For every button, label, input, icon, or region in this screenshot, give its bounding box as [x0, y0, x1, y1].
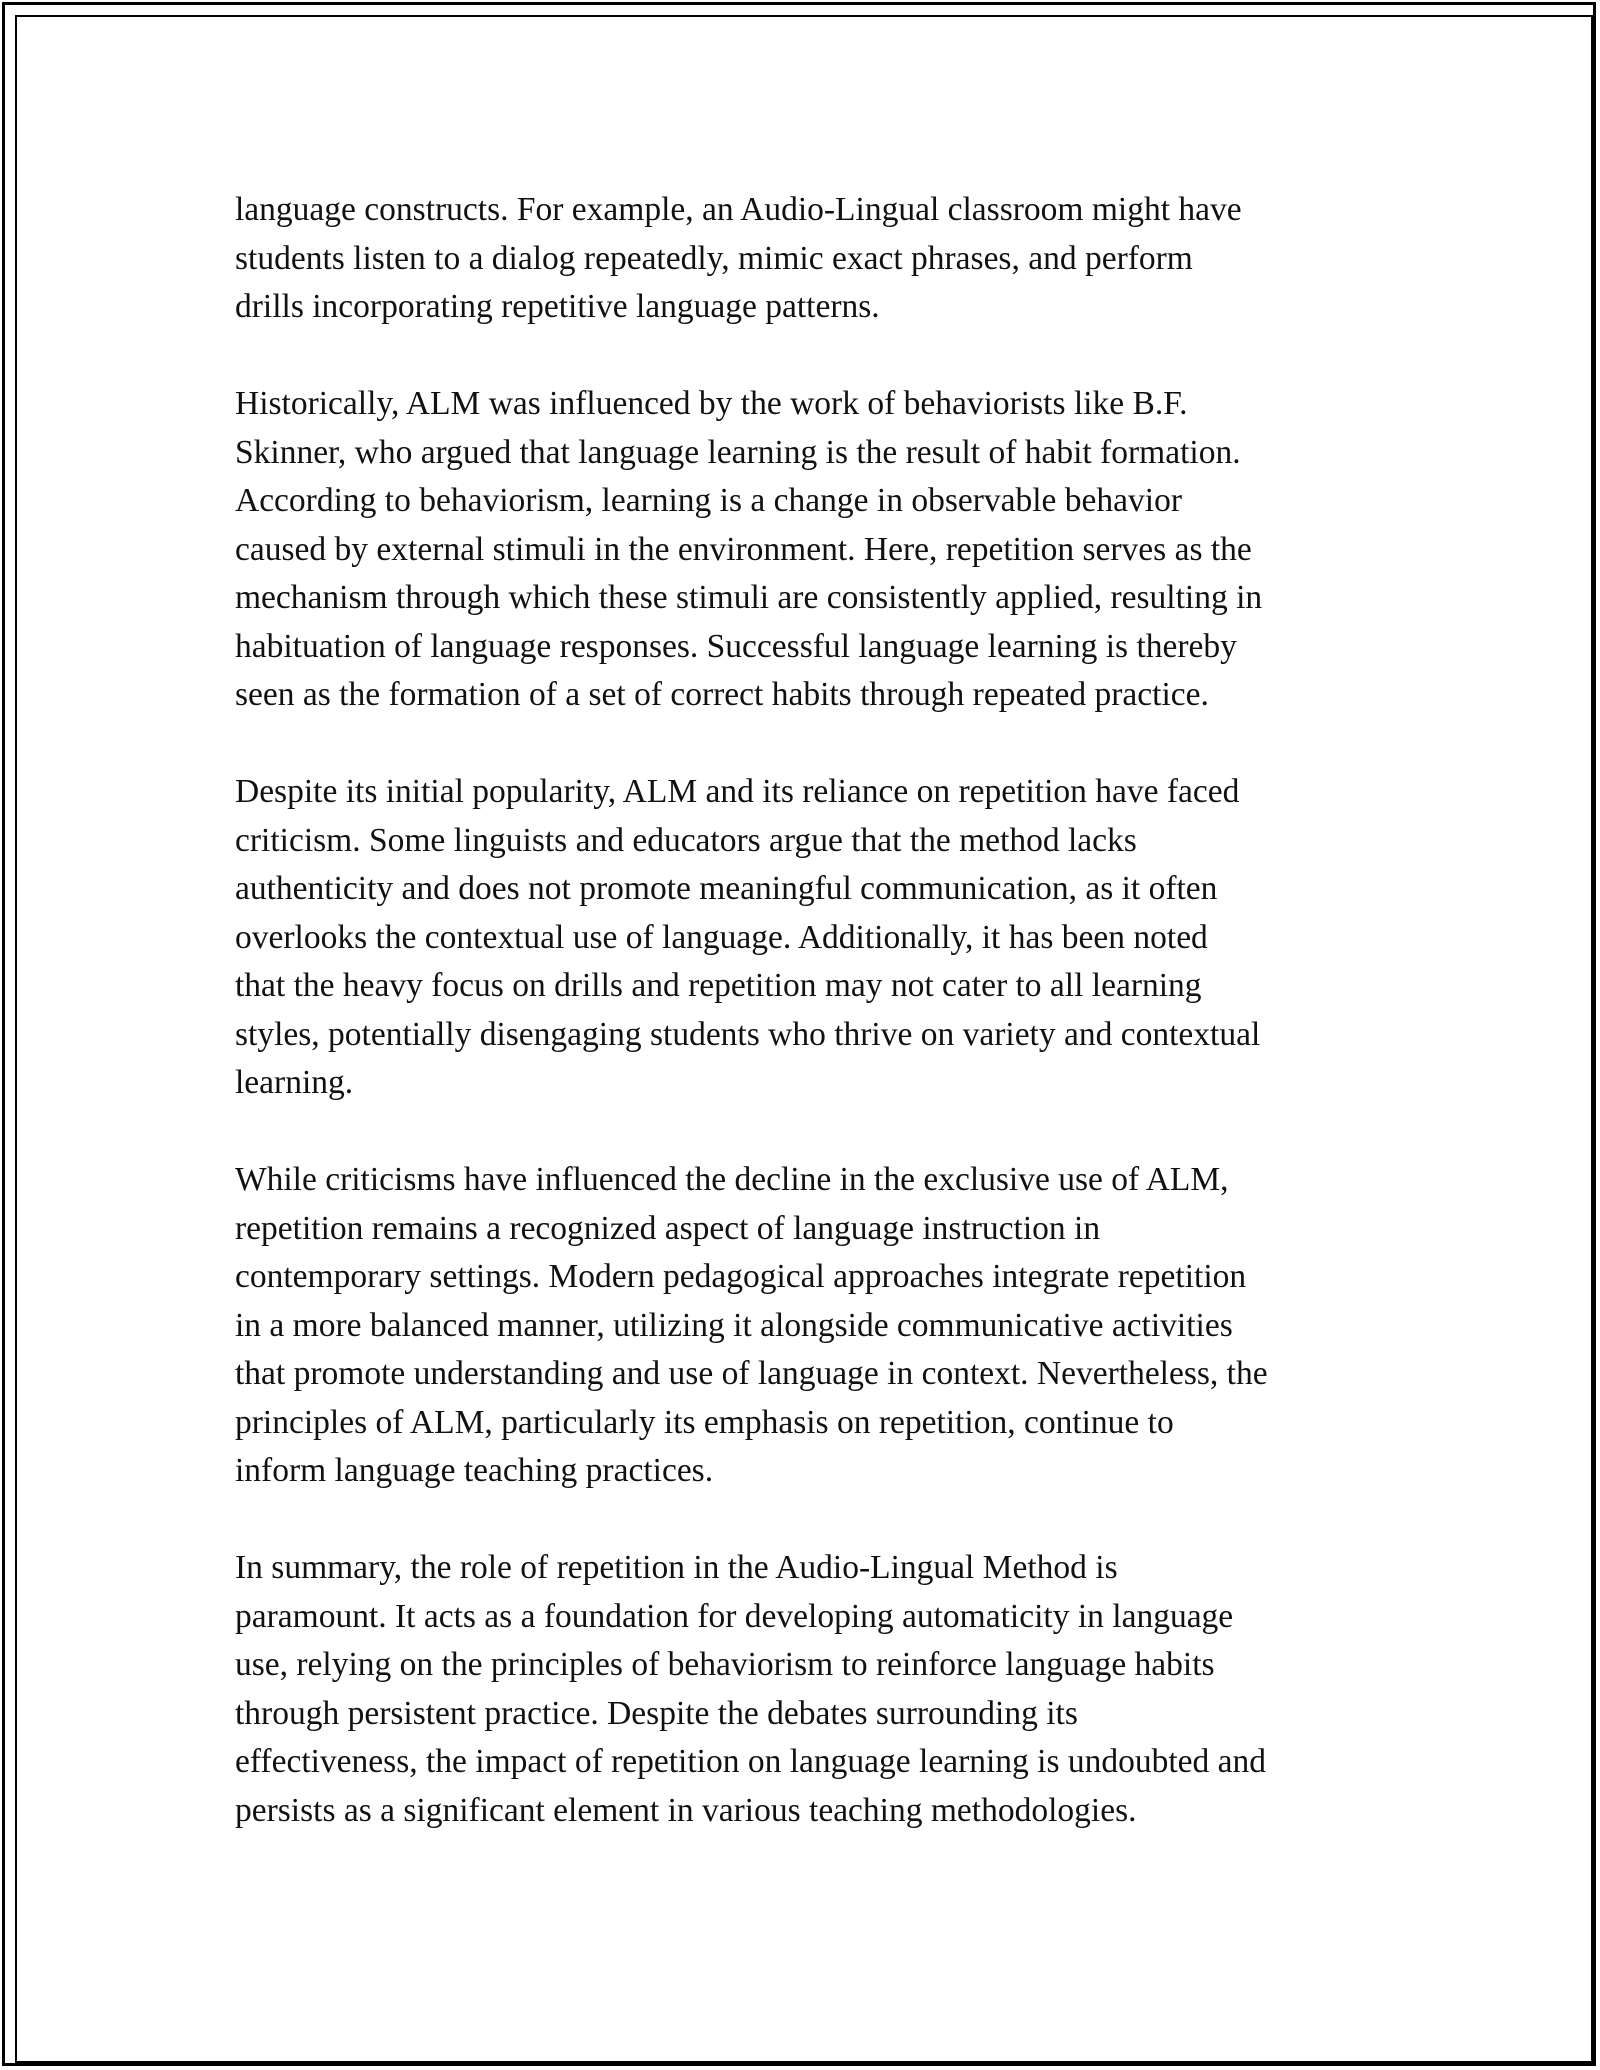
paragraph-4: While criticisms have influenced the decline in the exclusive use of ALM, repetition remains a recognized aspect of language instruction in contemporary settings. Modern pedagogical approaches integrate repetition in a more balanced manner, utilizing it alongside communicative activities that promote understanding and use of language in context. Nevertheless, the principles of ALM, particularly its emphasis on repetition, continue to inform language teaching practices.: [235, 1161, 1268, 1489]
paragraph-2: Historically, ALM was influenced by the work of behaviorists like B.F. Skinner, who argued that language learning is the result of habit formation. According to behaviorism, learning is a change in observable behavior caused by external stimuli in the environment. Here, repetition serves as the mechanism through which these stimuli are consistently applied, resulting in habituation of language responses. Successful language learning is thereby seen as the formation of a set of correct habits through repeated practice.: [235, 385, 1263, 713]
paragraph-1: language constructs. For example, an Audio-Lingual classroom might have students listen to a dialog repeatedly, mimic exact phrases, and perform drills incorporating repetitive language patterns.: [235, 191, 1242, 325]
document-body: [235, 186, 1385, 1884]
paragraph-5: In summary, the role of repetition in the Audio-Lingual Method is paramount. It acts as a foundation for developing automaticity in language use, relying on the principles of behaviorism to reinforce language habits through persistent practice. Despite the debates surrounding its effectiveness, the impact of repetition on language learning is undoubted and persists as a significant element in various teaching methodologies.: [235, 1549, 1267, 1829]
paragraph-3: Despite its initial popularity, ALM and its reliance on repetition have faced criticism. Some linguists and educators argue that the method lacks authenticity and does not promote meaningful communication, as it often overlooks the contextual use of language. Additionally, it has been noted that the heavy focus on drills and repetition may not cater to all learning styles, potentially disengaging students who thrive on variety and contextual learning.: [235, 773, 1261, 1101]
